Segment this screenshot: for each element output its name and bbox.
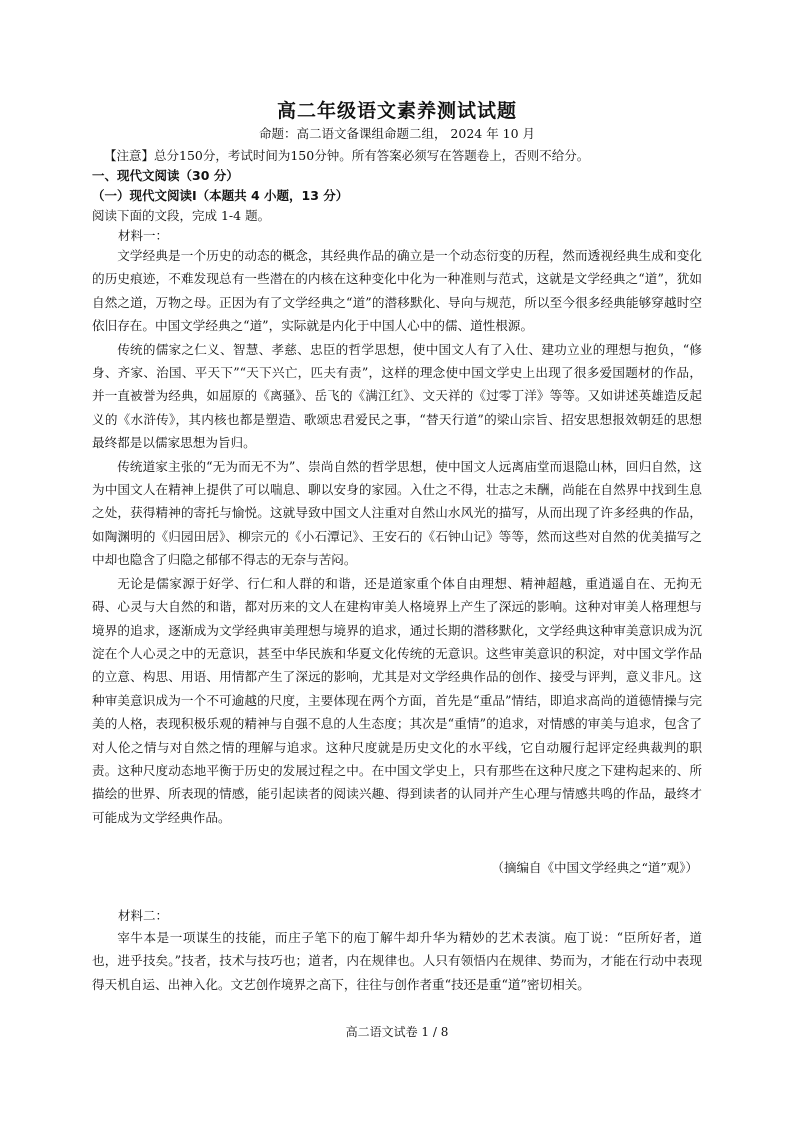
paragraph: 文学经典是一个历史的动态的概念，其经典作品的确立是一个动态衍变的历程，然而透视经典生成和变化的历史痕迹，不难发现总有一些潜在的内核在这种变化中化为一种准则与范式，这就是文学经典之“道”，犹如自然之道，万物之母。正因为有了文学经典之“道”的潜移默化、导向与规范，所以至今很多经典能够穿越时空依旧存在。中国文学经典之“道”，实际就是内化于中国人心中的儒、道性根源。 — [92, 248, 702, 334]
section-subheading: （一）现代文阅读Ⅰ（本题共 4 小题，13 分） — [92, 188, 349, 203]
instruction: 阅读下面的文段，完成 1-4 题。 — [92, 208, 271, 223]
material2-label: 材料二： — [118, 908, 169, 923]
section-heading: 一、现代文阅读（30 分） — [92, 168, 239, 183]
paragraph: 宰牛本是一项谋生的技能，而庄子笔下的庖丁解牛却升华为精妙的艺术表演。庖丁说：“臣所好者，道也，进乎技矣。”技者，技术与技巧也；道者，内在规律也。人只有领悟内在规律、势而为，才能在行动中表现得天机自运、出神入化。文艺创作境界之高下，往往与创作者重“技还是重“道”密切相关。 — [92, 930, 702, 992]
material2-body — [92, 926, 702, 996]
material1-source: （摘编自《中国文学经典之“道”观》） — [491, 860, 698, 875]
material1-body — [92, 244, 702, 829]
notice: 【注意】总分150分，考试时间为150分钟。所有答案必须写在答题卷上，否则不给分。 — [104, 148, 590, 163]
exam-title: 高二年级语文素养测试试题 — [276, 100, 517, 122]
page-footer: 高二语文试卷 1 / 8 — [345, 1025, 449, 1039]
paragraph: 无论是儒家源于好学、行仁和人群的和谐，还是道家重个体自由理想、精神超越，重逍遥自在、无拘无碍、心灵与大自然的和谐，都对历来的文人在建构审美人格境界上产生了深远的影响。这种对审美人格理想与境界的追求，逐渐成为文学经典审美理想与境界的追求，通过长期的潜移默化，文学经典这种审美意识成为沉淀在个人心灵之中的无意识，甚至中华民族和华夏文化传统的无意识。这些审美意识的积淀，对中国文学作品的立意、构思、用语、用情都产生了深远的影响，尤其是对文学经典作品的创作、接受与评判，意义非凡。这种审美意识成为一个不可逾越的尺度，主要体现在两个方面，首先是“重品”情结，即追求高尚的道德情操与完美的人格，表现积极乐观的精神与自强不息的人生态度；其次是“重情”的追求，对情感的审美与追求，包含了对人伦之情与对自然之情的理解与追求。这种尺度就是历史文化的水平线，它自动履行起评定经典裁判的职责。这种尺度动态地平衡于历史的发展过程之中。在中国文学史上，只有那些在这种尺度之下建构起来的、所描绘的世界、所表现的情感，能引起读者的阅读兴趣、得到读者的认同并产生心理与情感共鸣的作品，最终才可能成为文学经典作品。 — [92, 575, 702, 825]
exam-meta: 命题：高二语文备课组命题二组， 2024 年 10 月 — [258, 126, 536, 141]
material1-label: 材料一： — [118, 228, 169, 243]
paragraph: 传统的儒家之仁义、智慧、孝慈、忠臣的哲学思想，使中国文人有了入仕、建功立业的理想与抱负，“修身、齐家、治国、平天下”“天下兴亡，匹夫有责”，这样的理念使中国文学史上出现了很多爱国题材的作品，并一直被誉为经典，如屈原的《离骚》、岳飞的《满江红》、文天祥的《过零丁洋》等等。又如讲述英雄造反起义的《水浒传》，其内核也都是塑造、歌颂忠君爱民之事，“替天行道”的梁山宗旨、招安思想报效朝廷的思想最终都是以儒家思想为旨归。 — [92, 341, 702, 451]
paragraph: 传统道家主张的“无为而无不为”、崇尚自然的哲学思想，使中国文人远离庙堂而退隐山林，回归自然，这为中国文人在精神上提供了可以喘息、聊以安身的家园。入仕之不得，壮志之未酬，尚能在自然界中找到生息之处，获得精神的寄托与愉悦。这就导致中国文人注重对自然山水风光的描写，从而出现了许多经典的作品，如陶渊明的《归园田居》、柳宗元的《小石潭记》、王安石的《石钟山记》等等，然而这些对自然的优美描写之中却也隐含了归隐之郁郁不得志的无奈与苦闷。 — [92, 458, 702, 568]
